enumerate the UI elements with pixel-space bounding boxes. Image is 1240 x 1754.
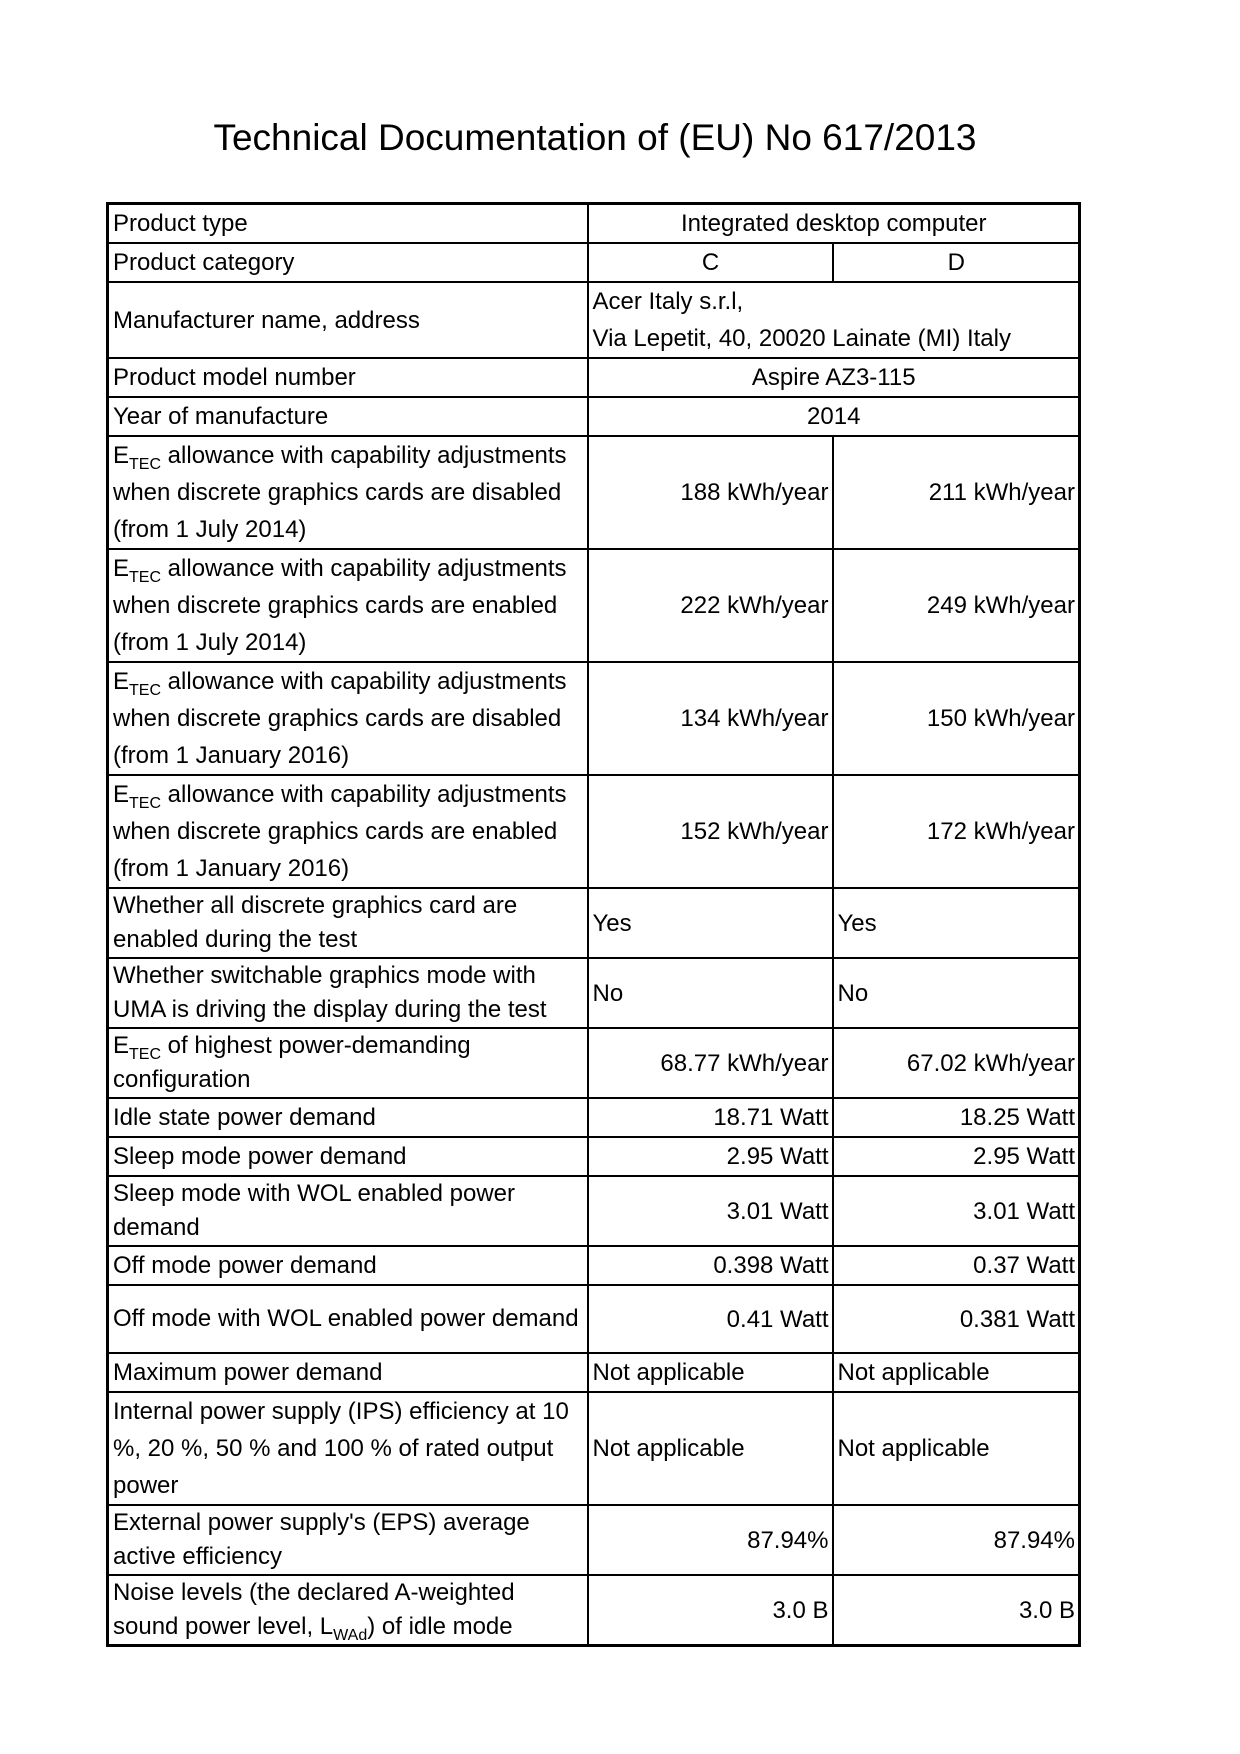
row-label-etec-enabled-2016: [108, 775, 588, 888]
row-label-model-number: Product model number: [108, 358, 588, 397]
row-label-year: Year of manufacture: [108, 397, 588, 436]
noise-d: 3.0 B: [833, 1575, 1080, 1646]
technical-documentation-table: [106, 202, 1081, 1647]
noise-label-text: Noise levels (the declared A-weighted sound power level, L: [113, 1579, 515, 1640]
table-row: [108, 1246, 1080, 1285]
etec-symbol: E: [113, 781, 130, 808]
max-power-c: Not applicable: [588, 1353, 833, 1392]
sleep-wol-power-d: 3.01 Watt: [833, 1176, 1080, 1246]
row-label-etec-enabled-2014: [108, 549, 588, 662]
etec-label-text: of highest power-demanding configuration: [113, 1032, 471, 1093]
etec-label-text: allowance with capability adjustments when discrete graphics cards are disabled (from 1 January 2016): [113, 668, 567, 769]
table-row: [108, 358, 1080, 397]
table-row: [108, 1176, 1080, 1246]
etec-symbol: E: [113, 442, 130, 469]
etec-disabled-2014-d: 211 kWh/year: [833, 436, 1080, 549]
off-power-d: 0.37 Watt: [833, 1246, 1080, 1285]
noise-c: 3.0 B: [588, 1575, 833, 1646]
row-label-discrete-enabled: Whether all discrete graphics card are enabled during the test: [108, 888, 588, 958]
category-d-header: D: [833, 243, 1080, 282]
row-label-product-category: Product category: [108, 243, 588, 282]
etec-subscript: TEC: [129, 682, 162, 699]
product-type-value: Integrated desktop computer: [588, 204, 1080, 244]
row-label-product-type: Product type: [108, 204, 588, 244]
etec-subscript: TEC: [129, 1046, 162, 1063]
discrete-enabled-d: Yes: [833, 888, 1080, 958]
sleep-power-c: 2.95 Watt: [588, 1137, 833, 1176]
row-label-eps-efficiency: External power supply's (EPS) average active efficiency: [108, 1505, 588, 1575]
table-row: [108, 1575, 1080, 1646]
off-power-c: 0.398 Watt: [588, 1246, 833, 1285]
row-label-etec-disabled-2016: [108, 662, 588, 775]
lwad-subscript: WAd: [333, 1627, 368, 1644]
table-row: [108, 958, 1080, 1028]
row-label-ips-efficiency: Internal power supply (IPS) efficiency at 10 %, 20 %, 50 % and 100 % of rated output power: [108, 1392, 588, 1505]
row-label-max-power: Maximum power demand: [108, 1353, 588, 1392]
table-row: [108, 1285, 1080, 1353]
ips-efficiency-d: Not applicable: [833, 1392, 1080, 1505]
etec-highest-c: 68.77 kWh/year: [588, 1028, 833, 1098]
switchable-uma-c: No: [588, 958, 833, 1028]
row-label-off-power: Off mode power demand: [108, 1246, 588, 1285]
etec-highest-d: 67.02 kWh/year: [833, 1028, 1080, 1098]
row-label-etec-highest: [108, 1028, 588, 1098]
table-row: [108, 1028, 1080, 1098]
table-row: [108, 204, 1080, 244]
row-label-off-wol-power: Off mode with WOL enabled power demand: [108, 1285, 588, 1353]
table-row: [108, 397, 1080, 436]
table-row: [108, 243, 1080, 282]
off-wol-power-d: 0.381 Watt: [833, 1285, 1080, 1353]
table-row: [108, 436, 1080, 549]
etec-enabled-2016-d: 172 kWh/year: [833, 775, 1080, 888]
table-row: [108, 1098, 1080, 1137]
manufacturer-value: [588, 282, 1080, 358]
table-row: [108, 1392, 1080, 1505]
noise-label-end: ) of idle mode: [367, 1613, 513, 1640]
ips-efficiency-c: Not applicable: [588, 1392, 833, 1505]
year-value: 2014: [588, 397, 1080, 436]
table-row: [108, 888, 1080, 958]
discrete-enabled-c: Yes: [588, 888, 833, 958]
idle-power-d: 18.25 Watt: [833, 1098, 1080, 1137]
table-row: [108, 282, 1080, 358]
table-row: [108, 662, 1080, 775]
table-row: [108, 775, 1080, 888]
table-row: [108, 1137, 1080, 1176]
sleep-power-d: 2.95 Watt: [833, 1137, 1080, 1176]
row-label-sleep-wol-power: Sleep mode with WOL enabled power demand: [108, 1176, 588, 1246]
etec-subscript: TEC: [129, 569, 162, 586]
table-row: [108, 549, 1080, 662]
document-title: Technical Documentation of (EU) No 617/2013: [213, 117, 977, 158]
etec-enabled-2014-c: 222 kWh/year: [588, 549, 833, 662]
etec-label-text: allowance with capability adjustments when discrete graphics cards are disabled (from 1 July 2014): [113, 442, 567, 543]
row-label-idle-power: Idle state power demand: [108, 1098, 588, 1137]
category-c-header: C: [588, 243, 833, 282]
etec-symbol: E: [113, 555, 130, 582]
etec-subscript: TEC: [129, 795, 162, 812]
etec-subscript: TEC: [129, 456, 162, 473]
eps-efficiency-d: 87.94%: [833, 1505, 1080, 1575]
table-row: [108, 1505, 1080, 1575]
eps-efficiency-c: 87.94%: [588, 1505, 833, 1575]
etec-disabled-2016-d: 150 kWh/year: [833, 662, 1080, 775]
etec-symbol: E: [113, 1032, 130, 1059]
max-power-d: Not applicable: [833, 1353, 1080, 1392]
manufacturer-name: Acer Italy s.r.l,: [592, 288, 744, 315]
etec-disabled-2014-c: 188 kWh/year: [588, 436, 833, 549]
model-number-value: Aspire AZ3-115: [588, 358, 1080, 397]
etec-label-text: allowance with capability adjustments when discrete graphics cards are enabled (from 1 January 2016): [113, 781, 567, 882]
etec-enabled-2014-d: 249 kWh/year: [833, 549, 1080, 662]
off-wol-power-c: 0.41 Watt: [588, 1285, 833, 1353]
row-label-etec-disabled-2014: [108, 436, 588, 549]
etec-symbol: E: [113, 668, 130, 695]
table-row: [108, 1353, 1080, 1392]
etec-label-text: allowance with capability adjustments when discrete graphics cards are enabled (from 1 July 2014): [113, 555, 567, 656]
idle-power-c: 18.71 Watt: [588, 1098, 833, 1137]
manufacturer-address: Via Lepetit, 40, 20020 Lainate (MI) Italy: [592, 325, 1011, 352]
sleep-wol-power-c: 3.01 Watt: [588, 1176, 833, 1246]
row-label-switchable-uma: Whether switchable graphics mode with UMA is driving the display during the test: [108, 958, 588, 1028]
row-label-noise: [108, 1575, 588, 1646]
row-label-manufacturer: Manufacturer name, address: [108, 282, 588, 358]
switchable-uma-d: No: [833, 958, 1080, 1028]
row-label-sleep-power: Sleep mode power demand: [108, 1137, 588, 1176]
etec-enabled-2016-c: 152 kWh/year: [588, 775, 833, 888]
etec-disabled-2016-c: 134 kWh/year: [588, 662, 833, 775]
